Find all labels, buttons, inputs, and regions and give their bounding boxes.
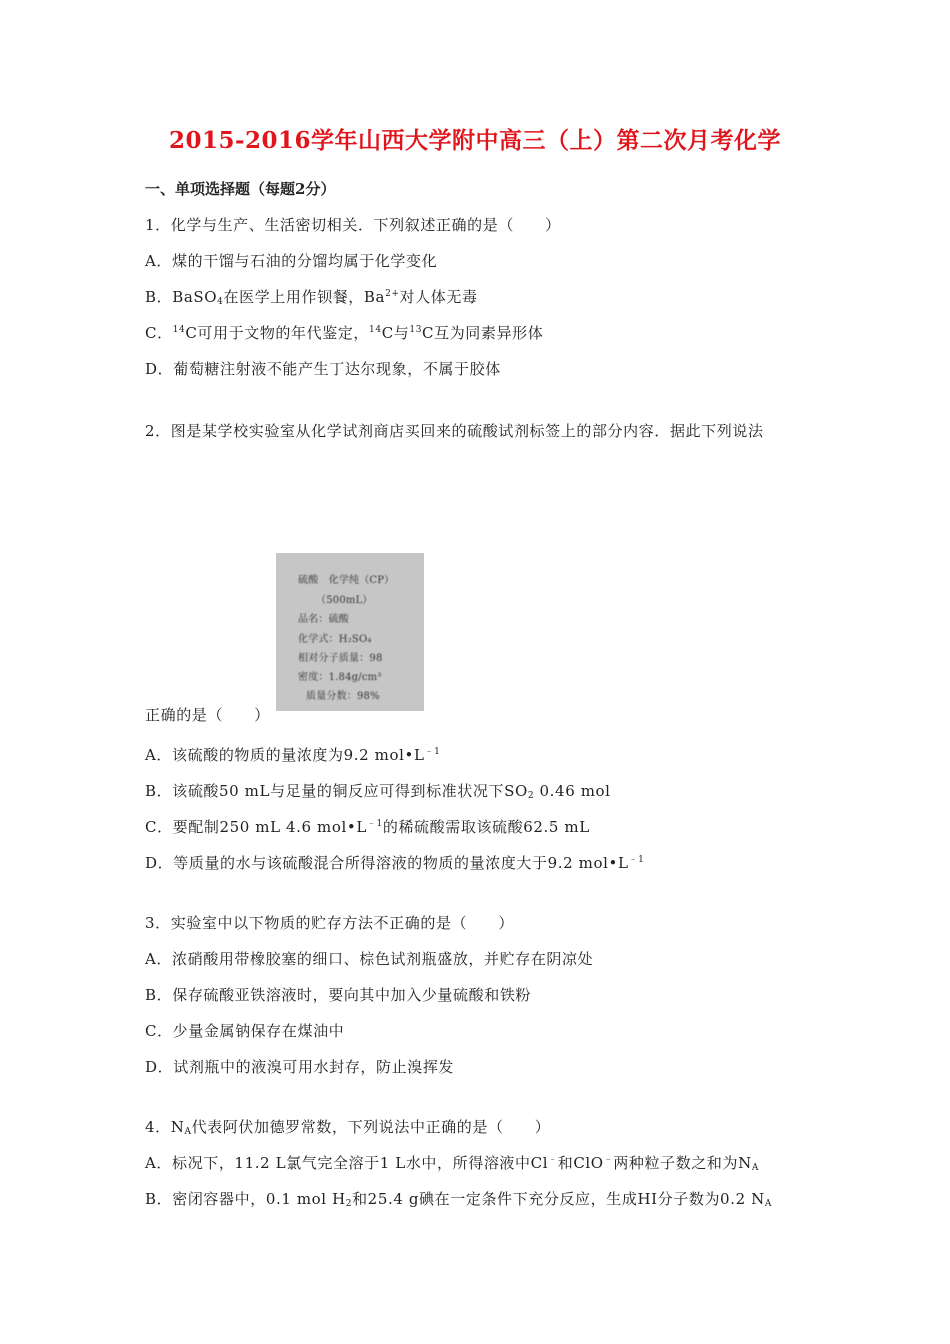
q3-stem: 3．实验室中以下物质的贮存方法不正确的是（ ） bbox=[145, 914, 514, 932]
q1-stem: 1．化学与生产、生活密切相关．下列叙述正确的是（ ） bbox=[145, 216, 561, 234]
q1-option-d: D．葡萄糖注射液不能产生丁达尔现象，不属于胶体 bbox=[145, 360, 501, 378]
q4-stem: 4．$N_A$代表阿伏加德罗常数，下列说法中正确的是（ ） bbox=[145, 1118, 551, 1137]
q3-option-c: C．少量金属钠保存在煤油中 bbox=[145, 1022, 345, 1040]
label-line: 化学式：H₂SO₄ bbox=[298, 634, 372, 645]
section-heading: 一、单项选择题（每题2分） bbox=[145, 180, 336, 198]
label-line: 质量分数：98% bbox=[306, 691, 380, 702]
label-line: 相对分子质量：98 bbox=[298, 653, 383, 664]
q1-option-c: C．$^{14}$C可用于文物的年代鉴定，$^{14}$C与$^{13}$C互为同素异形体 bbox=[145, 324, 544, 342]
q2-option-b: B．该硫酸50 mL与足量的铜反应可得到标准状况下$SO_2$ 0.46 mol bbox=[145, 782, 611, 801]
q2-option-c: C．要配制250 mL 4.6 $mol•L^{﹣1}$的稀硫酸需取该硫酸62.5 mL bbox=[145, 818, 590, 836]
label-line: （500mL） bbox=[316, 595, 373, 606]
label-line: 硫酸 化学纯（CP） bbox=[298, 575, 395, 586]
reagent-label-image bbox=[276, 553, 424, 711]
q2-option-d: D．等质量的水与该硫酸混合所得溶液的物质的量浓度大于9.2 $mol•L^{﹣1}$ bbox=[145, 854, 645, 872]
q3-option-d: D．试剂瓶中的液溴可用水封存，防止溴挥发 bbox=[145, 1058, 455, 1076]
label-line: 密度：1.84g/cm³ bbox=[298, 672, 382, 683]
q3-option-a: A．浓硝酸用带橡胶塞的细口、棕色试剂瓶盛放，并贮存在阴凉处 bbox=[145, 950, 594, 968]
q2-stem-line2: 正确的是（ ） bbox=[145, 706, 270, 724]
q4-option-b: B．密闭容器中，0.1 mol $H_2$和25.4 g碘在一定条件下充分反应，生成HI分子数为0.2 $N_A$ bbox=[145, 1190, 772, 1209]
q1-option-a: A．煤的干馏与石油的分馏均属于化学变化 bbox=[145, 252, 438, 270]
label-line: 品名：硫酸 bbox=[298, 614, 349, 625]
q2-option-a: A．该硫酸的物质的量浓度为9.2 $mol•L^{﹣1}$ bbox=[145, 746, 441, 764]
q1-option-b: B．BaSO$_4$在医学上用作钡餐，$Ba^{2+}$对人体无毒 bbox=[145, 288, 478, 307]
page-title: 2015-2016学年山西大学附中高三（上）第二次月考化学 bbox=[168, 127, 782, 154]
q3-option-b: B．保存硫酸亚铁溶液时，要向其中加入少量硫酸和铁粉 bbox=[145, 986, 532, 1004]
q2-stem-line1: 2．图是某学校实验室从化学试剂商店买回来的硫酸试剂标签上的部分内容．据此下列说法 bbox=[145, 422, 764, 440]
q4-option-a: A．标况下，11.2 L氯气完全溶于1 L水中，所得溶液中Cl﹣和ClO﹣两种粒子数之和为$N_A$ bbox=[145, 1154, 759, 1173]
